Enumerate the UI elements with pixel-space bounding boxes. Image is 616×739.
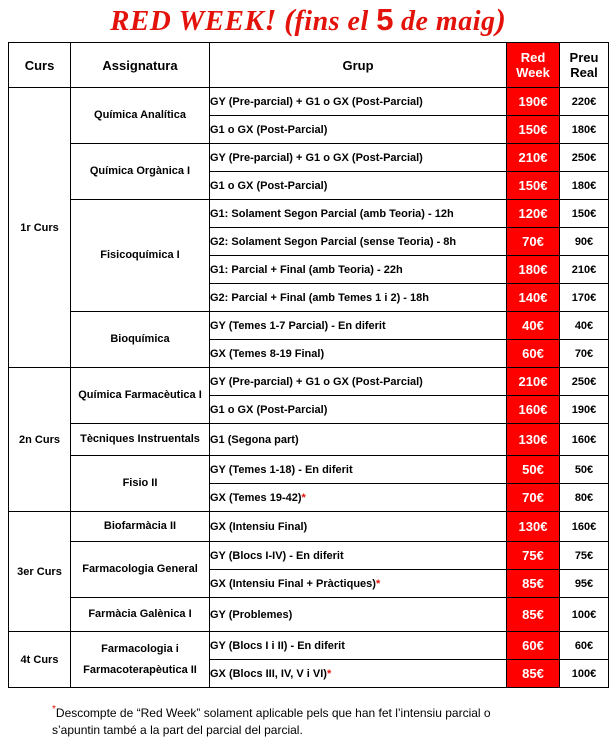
real-price: 60€ xyxy=(560,632,609,660)
red-week-price: 75€ xyxy=(507,542,560,570)
red-week-price: 60€ xyxy=(507,632,560,660)
subject-name: Fisio II xyxy=(71,456,210,512)
table-row xyxy=(9,542,609,570)
red-week-price: 130€ xyxy=(507,424,560,456)
group-name xyxy=(210,484,507,512)
group-name: G1 o GX (Post-Parcial) xyxy=(210,396,507,424)
red-week-price: 40€ xyxy=(507,312,560,340)
real-price: 95€ xyxy=(560,570,609,598)
group-name: GX (Temes 8-19 Final) xyxy=(210,340,507,368)
asterisk-mark: * xyxy=(301,491,306,504)
header-preu-line1: Preu xyxy=(569,50,599,65)
group-name: G2: Solament Segon Parcial (sense Teoria) - 8h xyxy=(210,228,507,256)
group-name: GX (Intensiu Final) xyxy=(210,512,507,542)
red-week-price: 140€ xyxy=(507,284,560,312)
asterisk-mark: * xyxy=(375,577,381,590)
asterisk-mark: * xyxy=(326,667,332,680)
group-name: G1 o GX (Post-Parcial) xyxy=(210,172,507,200)
title-day: 5 xyxy=(376,2,394,37)
table-row xyxy=(9,512,609,542)
subject-name: Química Farmacèutica I xyxy=(71,368,210,424)
subject-name: Química Analítica xyxy=(71,88,210,144)
table-row xyxy=(9,200,609,228)
subject-name: Biofarmàcia II xyxy=(71,512,210,542)
header-preu-real xyxy=(560,43,609,88)
table-row xyxy=(9,312,609,340)
real-price: 50€ xyxy=(560,456,609,484)
subject-name xyxy=(71,632,210,688)
red-week-price: 130€ xyxy=(507,512,560,542)
group-name-text: GX (Temes 19-42) xyxy=(210,491,302,504)
subject-name: Química Orgànica I xyxy=(71,144,210,200)
real-price: 170€ xyxy=(560,284,609,312)
real-price: 250€ xyxy=(560,144,609,172)
group-name xyxy=(210,660,507,688)
red-week-price: 210€ xyxy=(507,368,560,396)
table-row xyxy=(9,144,609,172)
group-name: G1: Parcial + Final (amb Teoria) - 22h xyxy=(210,256,507,284)
red-week-price: 85€ xyxy=(507,570,560,598)
course-label: 2n Curs xyxy=(9,368,71,512)
group-name: GY (Pre-parcial) + G1 o GX (Post-Parcial) xyxy=(210,368,507,396)
red-week-price: 85€ xyxy=(507,660,560,688)
real-price: 160€ xyxy=(560,512,609,542)
header-preu-line2: Real xyxy=(570,65,598,80)
course-label: 4t Curs xyxy=(9,632,71,688)
group-name-text: GX (Intensiu Final + Pràctiques) xyxy=(210,577,376,590)
header-curs: Curs xyxy=(9,43,71,88)
footnote-line2: s’apuntin també a la part del parcial del parcial. xyxy=(52,723,303,737)
title-month: de maig xyxy=(393,6,496,37)
course-label: 1r Curs xyxy=(9,88,71,368)
group-name: GY (Pre-parcial) + G1 o GX (Post-Parcial) xyxy=(210,144,507,172)
table-row xyxy=(9,88,609,116)
group-name: GY (Pre-parcial) + G1 o GX (Post-Parcial) xyxy=(210,88,507,116)
table-header-row xyxy=(9,43,609,88)
subject-name: Bioquímica xyxy=(71,312,210,368)
real-price: 180€ xyxy=(560,116,609,144)
table-row xyxy=(9,456,609,484)
group-name: GY (Blocs I-IV) - En diferit xyxy=(210,542,507,570)
subject-name-line2: Farmacoterapèutica II xyxy=(83,663,197,676)
footnote-line1: Descompte de “Red Week” solament aplicable pels que han fet l’intensiu parcial o xyxy=(55,706,491,720)
red-week-price: 85€ xyxy=(507,598,560,632)
red-week-price: 60€ xyxy=(507,340,560,368)
group-name xyxy=(210,570,507,598)
real-price: 75€ xyxy=(560,542,609,570)
real-price: 180€ xyxy=(560,172,609,200)
subject-name: Fisicoquímica I xyxy=(71,200,210,312)
real-price: 80€ xyxy=(560,484,609,512)
group-name: G1 o GX (Post-Parcial) xyxy=(210,116,507,144)
table-row xyxy=(9,368,609,396)
red-week-price: 70€ xyxy=(507,484,560,512)
subject-name-line1: Farmacologia i xyxy=(101,642,179,655)
title-fins: fins el xyxy=(294,6,377,37)
subject-name: Tècniques Instruentals xyxy=(71,424,210,456)
red-week-price: 70€ xyxy=(507,228,560,256)
title-red-week: RED WEEK xyxy=(110,5,265,37)
subject-name: Farmacologia General xyxy=(71,542,210,598)
real-price: 190€ xyxy=(560,396,609,424)
group-name: GY (Blocs I i II) - En diferit xyxy=(210,632,507,660)
red-week-price: 120€ xyxy=(507,200,560,228)
header-grup: Grup xyxy=(210,43,507,88)
real-price: 70€ xyxy=(560,340,609,368)
footnote xyxy=(52,705,592,739)
real-price: 150€ xyxy=(560,200,609,228)
subject-name: Farmàcia Galènica I xyxy=(71,598,210,632)
group-name: G1 (Segona part) xyxy=(210,424,507,456)
header-assignatura: Assignatura xyxy=(71,43,210,88)
red-week-price: 210€ xyxy=(507,144,560,172)
red-week-price: 150€ xyxy=(507,172,560,200)
table-row xyxy=(9,598,609,632)
real-price: 90€ xyxy=(560,228,609,256)
red-week-price: 160€ xyxy=(507,396,560,424)
group-name-text: GX (Blocs III, IV, V i VI) xyxy=(210,667,327,680)
footnote-asterisk: * xyxy=(52,704,56,715)
header-red-week-line1: Red xyxy=(520,50,546,65)
real-price: 100€ xyxy=(560,660,609,688)
table-row xyxy=(9,424,609,456)
table-row xyxy=(9,632,609,660)
price-table xyxy=(8,42,609,688)
real-price: 220€ xyxy=(560,88,609,116)
red-week-price: 150€ xyxy=(507,116,560,144)
group-name: G1: Solament Segon Parcial (amb Teoria) - 12h xyxy=(210,200,507,228)
header-red-week-line2: Week xyxy=(516,65,550,80)
group-name: GY (Temes 1-18) - En diferit xyxy=(210,456,507,484)
red-week-price: 50€ xyxy=(507,456,560,484)
title-close: ) xyxy=(495,2,506,37)
page-title xyxy=(0,2,616,38)
course-label: 3er Curs xyxy=(9,512,71,632)
header-red-week xyxy=(507,43,560,88)
red-week-price: 190€ xyxy=(507,88,560,116)
group-name: GY (Problemes) xyxy=(210,598,507,632)
real-price: 40€ xyxy=(560,312,609,340)
real-price: 210€ xyxy=(560,256,609,284)
title-punct: ! ( xyxy=(264,2,295,37)
real-price: 100€ xyxy=(560,598,609,632)
red-week-price: 180€ xyxy=(507,256,560,284)
group-name: G2: Parcial + Final (amb Temes 1 i 2) - 18h xyxy=(210,284,507,312)
group-name: GY (Temes 1-7 Parcial) - En diferit xyxy=(210,312,507,340)
real-price: 250€ xyxy=(560,368,609,396)
real-price: 160€ xyxy=(560,424,609,456)
